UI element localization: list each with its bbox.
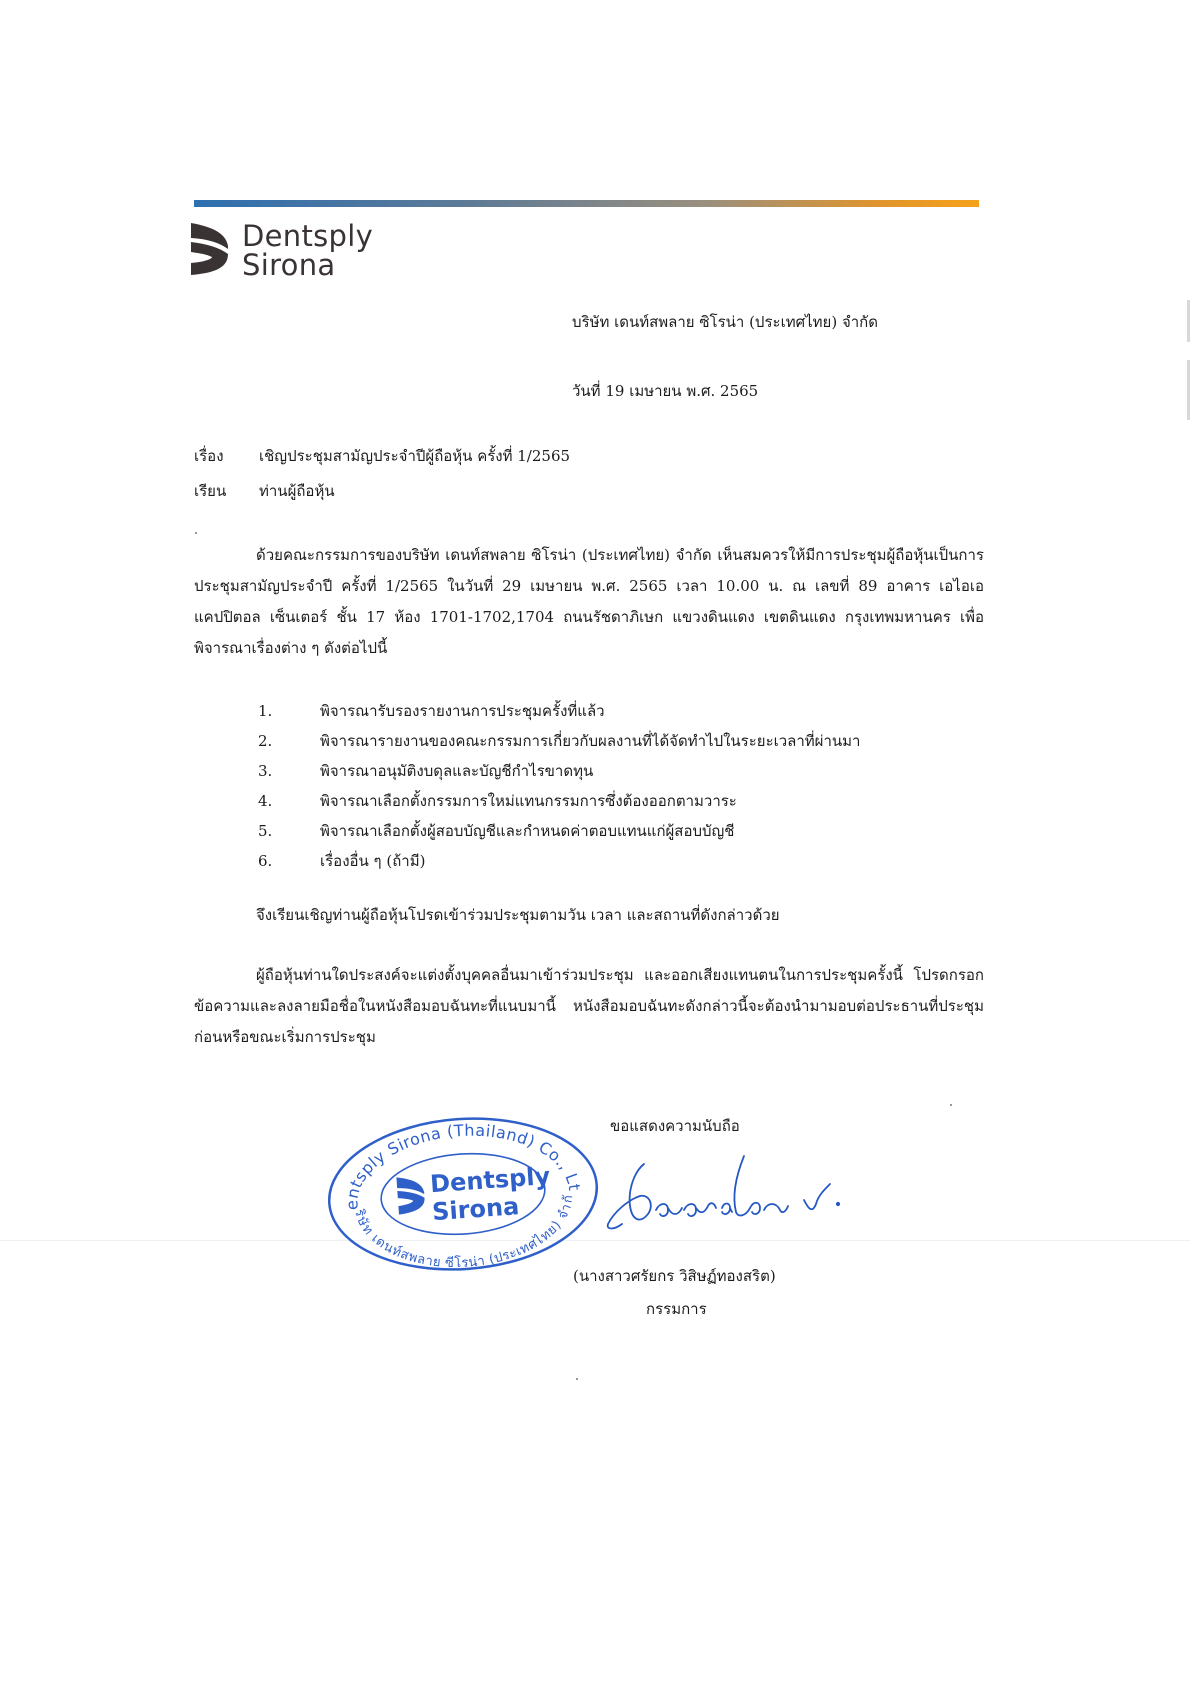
agenda-number: 3.: [258, 762, 273, 780]
subject-row: [194, 444, 570, 468]
letterhead-gradient-bar: [194, 200, 979, 207]
agenda-text: พิจารณาเลือกตั้งกรรมการใหม่แทนกรรมการซึ่งต้องออกตามวาระ: [320, 792, 737, 810]
agenda-number: 2.: [258, 732, 273, 750]
proxy-paragraph: ผู้ถือหุ้นท่านใดประสงค์จะแต่งตั้งบุคคลอื่นมาเข้าร่วมประชุม และออกเสียงแทนตนในการประชุมครั้งนี้ โปรดกรอกข้อความและลงลายมือชื่อในหนังสือมอบฉันทะที่แนบมานี้ หนังสือมอบฉันทะดังกล่าวนี้จะต้องนำมามอบต่อประธานที่ประชุมก่อนหรือขณะเริ่มการประชุม: [194, 966, 984, 1046]
dentsply-sirona-s-icon: [190, 222, 230, 276]
recipient-value: ท่านผู้ถือหุ้น: [259, 482, 335, 500]
signer-name: (นางสาวศรัยกร วิสิษฏ์ทองสริต): [573, 1267, 776, 1285]
scan-speck: [576, 1378, 578, 1380]
scan-speck: [950, 1104, 952, 1106]
agenda-text: พิจารณารายงานของคณะกรรมการเกี่ยวกับผลงานที่ได้จัดทำไปในระยะเวลาที่ผ่านมา: [320, 732, 861, 750]
scan-speck: [195, 532, 197, 534]
agenda-item: [258, 816, 860, 846]
closing-salutation: ขอแสดงความนับถือ: [610, 1117, 740, 1135]
recipient-label: เรียน: [194, 482, 227, 500]
stamp-outer-bottom-text: บริษัท เดนท์สพลาย ซีโรน่า (ประเทศไทย) จำกัด: [351, 1194, 577, 1272]
agenda-number: 1.: [258, 702, 273, 720]
stamp-s-icon: [396, 1175, 425, 1214]
agenda-item: [258, 696, 860, 726]
agenda-item: [258, 846, 860, 876]
agenda-text: พิจารณาเลือกตั้งผู้สอบบัญชีและกำหนดค่าตอบแทนแก่ผู้สอบบัญชี: [320, 822, 735, 840]
stamp-logo-line1: Dentsply: [429, 1161, 552, 1199]
logo-text-line2: Sirona: [242, 248, 336, 282]
agenda-number: 6.: [258, 852, 273, 870]
signer-title: กรรมการ: [646, 1300, 707, 1318]
agenda-text: เรื่องอื่น ๆ (ถ้ามี): [320, 852, 426, 870]
agenda-item: [258, 756, 860, 786]
agenda-item: [258, 726, 860, 756]
company-name: บริษัท เดนท์สพลาย ซิโรน่า (ประเทศไทย) จำกัด: [572, 313, 878, 331]
agenda-number: 4.: [258, 792, 273, 810]
company-seal-stamp: [323, 1114, 603, 1274]
logo-wordmark: [242, 219, 402, 282]
agenda-text: พิจารณารับรองรายงานการประชุมครั้งที่แล้ว: [320, 702, 605, 720]
subject-value: เชิญประชุมสามัญประจำปีผู้ถือหุ้น ครั้งที่ 1/2565: [259, 447, 571, 465]
stamp-logo-line2: Sirona: [431, 1192, 521, 1227]
agenda-list: [258, 696, 860, 876]
logo-text-line1: Dentsply: [242, 219, 374, 253]
letter-date: วันที่ 19 เมษายน พ.ศ. 2565: [572, 382, 759, 400]
handwritten-signature: [604, 1150, 844, 1240]
agenda-number: 5.: [258, 822, 273, 840]
agenda-item: [258, 786, 860, 816]
stamp-outer-top-text: Dentsply Sirona (Thailand) Co., Ltd.: [342, 1120, 585, 1211]
recipient-row: [194, 479, 335, 503]
subject-label: เรื่อง: [194, 447, 224, 465]
intro-paragraph: ด้วยคณะกรรมการของบริษัท เดนท์สพลาย ซิโรน่า (ประเทศไทย) จำกัด เห็นสมควรให้มีการประชุมผู้ถือหุ้นเป็นการประชุมสามัญประจำปี ครั้งที่ 1/2565 ในวันที่ 29 เมษายน พ.ศ. 2565 เวลา 10.00 น. ณ เลขที่ 89 อาคาร เอไอเอ แคปปิตอล เซ็นเตอร์ ชั้น 17 ห้อง 1701-1702,1704 ถนนรัชดาภิเษก แขวงดินแดง เขตดินแดง กรุงเทพมหานคร เพื่อพิจารณาเรื่องต่าง ๆ ดังต่อไปนี้: [194, 546, 984, 657]
agenda-text: พิจารณาอนุมัติงบดุลและบัญชีกำไรขาดทุน: [320, 762, 594, 780]
invitation-paragraph: จึงเรียนเชิญท่านผู้ถือหุ้นโปรดเข้าร่วมประชุมตามวัน เวลา และสถานที่ดังกล่าวด้วย: [256, 906, 780, 924]
